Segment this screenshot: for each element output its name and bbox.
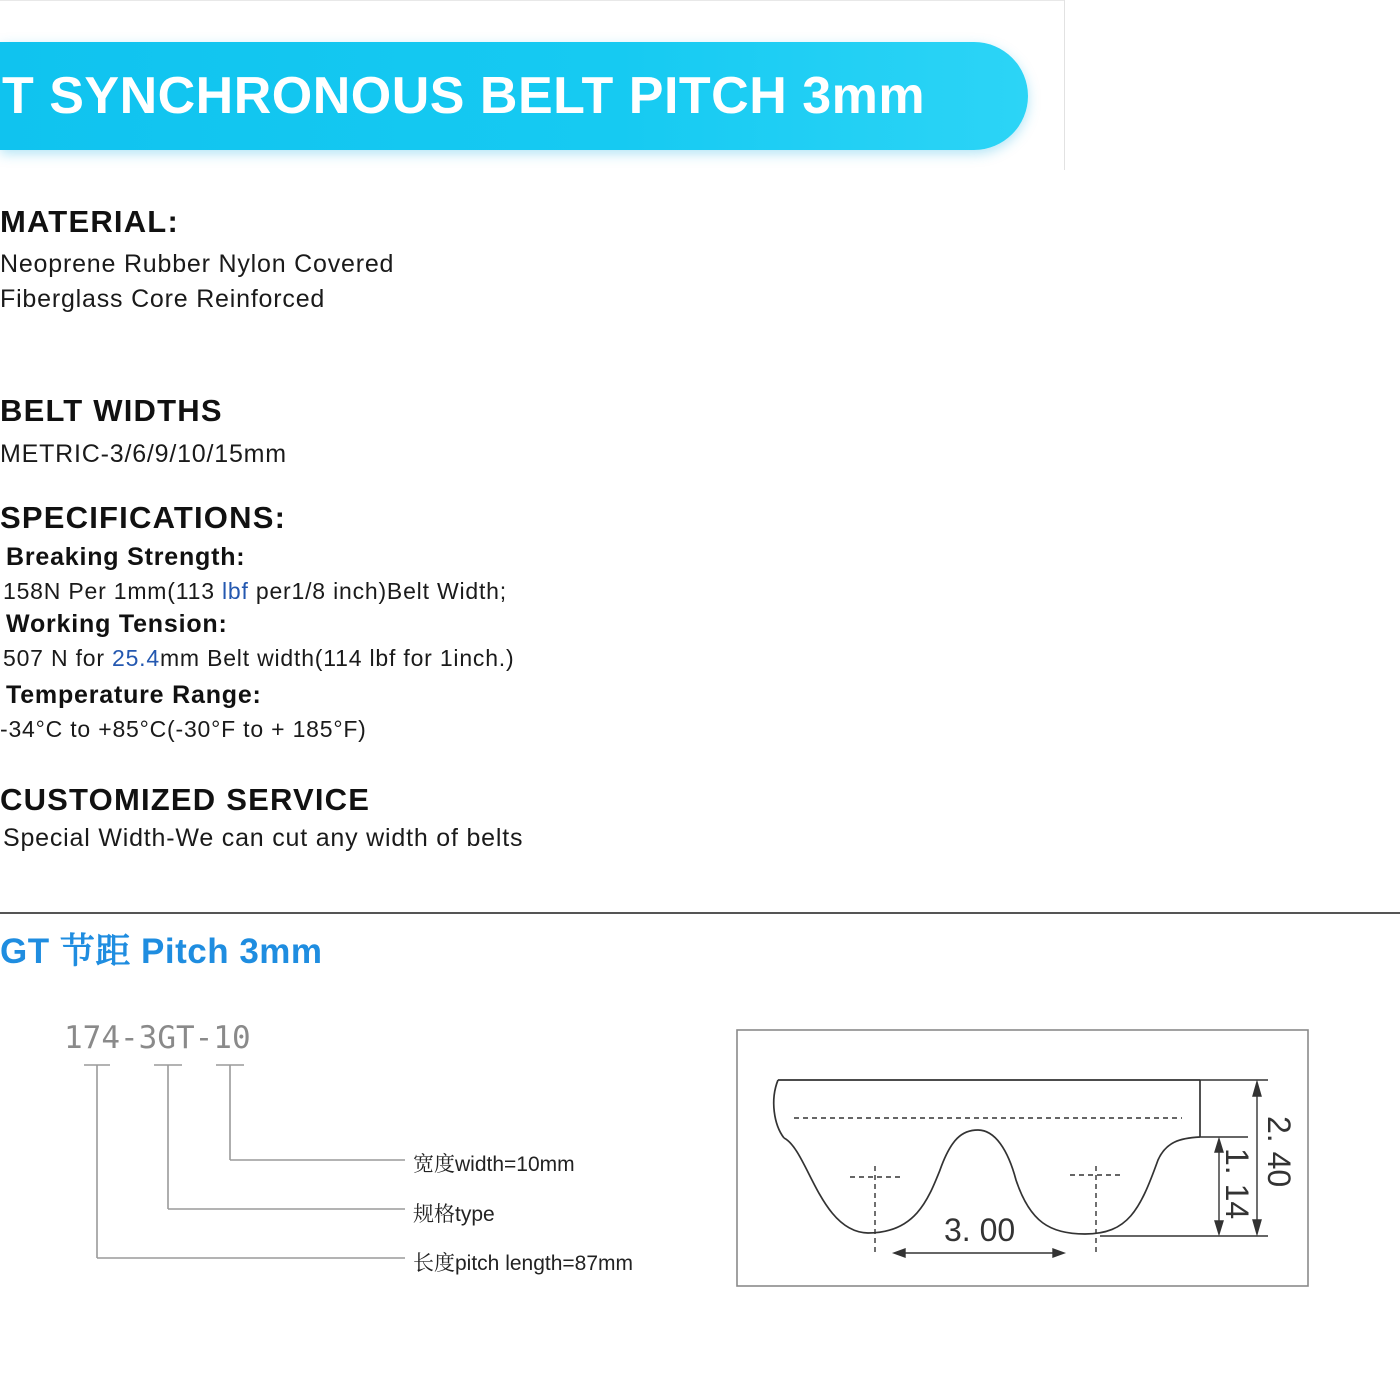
- pitch-section-title: GT 节距 Pitch 3mm: [0, 932, 323, 971]
- working-tension-value: 507 N for 25.4mm Belt width(114 lbf for 1inch.): [3, 645, 515, 671]
- legend-type: 规格type: [413, 1203, 495, 1226]
- working-tension-label: Working Tension:: [6, 610, 228, 638]
- belt-outline: [774, 1080, 1200, 1234]
- dim-height-label: 2. 40: [1261, 1116, 1297, 1188]
- customized-service-heading: CUSTOMIZED SERVICE: [0, 782, 371, 817]
- part-code: 174-3GT-10: [64, 1020, 251, 1056]
- material-heading: MATERIAL:: [0, 204, 179, 239]
- dim-pitch-label: 3. 00: [944, 1212, 1016, 1248]
- breaking-strength-value: 158N Per 1mm(113 lbf per1/8 inch)Belt Width;: [3, 578, 507, 604]
- dim-tooth-label: 1. 14: [1219, 1148, 1255, 1220]
- belt-widths-heading: BELT WIDTHS: [0, 393, 223, 428]
- breaking-strength-label: Breaking Strength:: [6, 543, 246, 571]
- legend-width: 宽度width=10mm: [413, 1153, 575, 1176]
- legend-pitch-length: 长度pitch length=87mm: [413, 1252, 634, 1275]
- temperature-range-value: -34°C to +85°C(-30°F to + 185°F): [0, 716, 367, 742]
- belt-widths-text: METRIC-3/6/9/10/15mm: [0, 440, 287, 468]
- temperature-range-label: Temperature Range:: [6, 681, 262, 709]
- material-line-1: Neoprene Rubber Nylon Covered: [0, 250, 395, 278]
- specifications-heading: SPECIFICATIONS:: [0, 500, 287, 535]
- banner-title: T SYNCHRONOUS BELT PITCH 3mm: [2, 67, 926, 125]
- customized-service-text: Special Width-We can cut any width of belts: [3, 824, 524, 852]
- material-line-2: Fiberglass Core Reinforced: [0, 285, 326, 313]
